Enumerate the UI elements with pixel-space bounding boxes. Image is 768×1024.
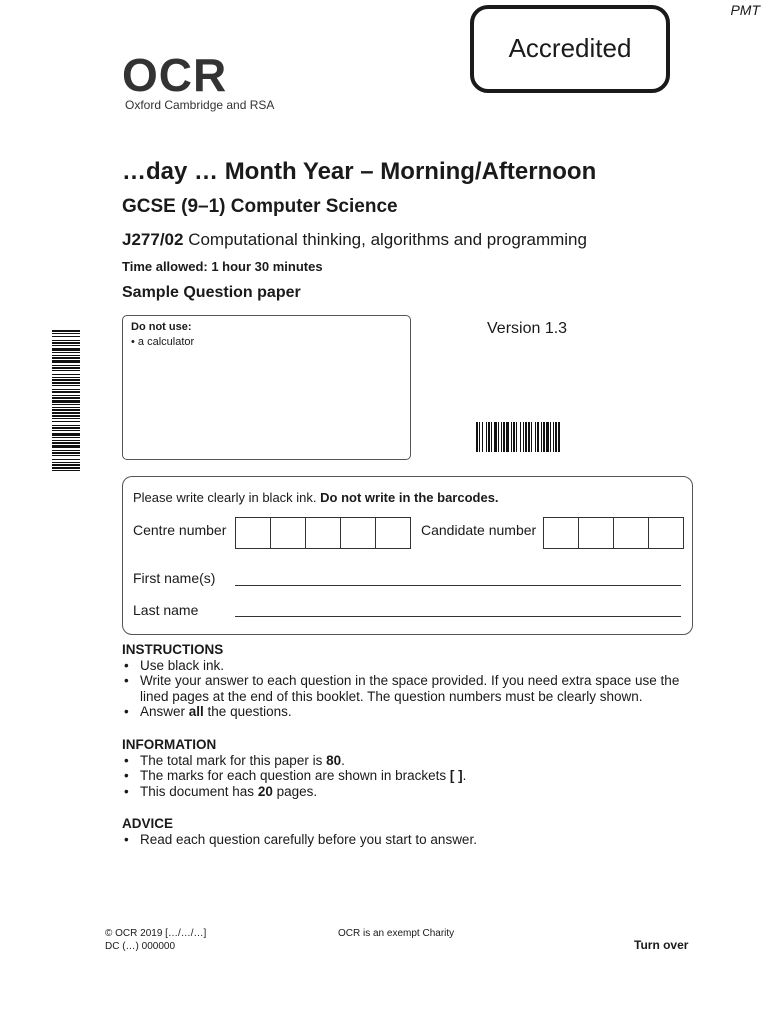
accredited-label: Accredited (508, 33, 632, 63)
accredited-badge (470, 5, 670, 93)
first-name-label: First name(s) (133, 570, 216, 586)
information-item (122, 753, 702, 769)
instruction-text: Write your answer to each question in the space provided. If you need extra space use the lined pages at the end of this booklet. The question numbers must be clearly shown. (140, 673, 680, 704)
do-not-use-item-text: a calculator (137, 336, 195, 348)
sample-label: Sample Question paper (122, 284, 301, 301)
information-heading: INFORMATION (122, 737, 217, 752)
instruction-item (122, 673, 702, 704)
footer-charity: OCR is an exempt Charity (338, 928, 455, 939)
centre-digit-box[interactable] (305, 517, 341, 549)
centre-digit-box[interactable] (375, 517, 411, 549)
exam-date-line: …day … Month Year – Morning/Afternoon (122, 158, 597, 185)
information-text: This document has (140, 783, 258, 799)
centre-digit-box[interactable] (270, 517, 306, 549)
instruction-item (122, 658, 702, 674)
information-text: The total mark for this paper is (140, 752, 327, 768)
information-bold: 80 (326, 752, 342, 768)
time-allowed: Time allowed: 1 hour 30 minutes (122, 259, 323, 274)
instruction-plain: Please write clearly in black ink. (133, 490, 321, 505)
exam-subject: GCSE (9–1) Computer Science (122, 196, 398, 217)
instruction-text: the questions. (203, 704, 292, 719)
information-text: The marks for each question are shown in brackets (140, 768, 450, 783)
instruction-text: Answer (140, 704, 189, 719)
instruction-bold: all (188, 704, 204, 719)
paper-code: J277/02 (122, 230, 184, 249)
barcode-left (44, 330, 80, 477)
ocr-logo-subtitle: Oxford Cambridge and RSA (125, 98, 275, 112)
candidate-digit-box[interactable] (648, 517, 684, 549)
instruction-item (122, 704, 702, 720)
centre-digit-box[interactable] (235, 517, 271, 549)
footer-dc-code: DC (…) 000000 (105, 940, 176, 952)
information-item (122, 784, 702, 800)
candidate-digit-box[interactable] (613, 517, 649, 549)
paper-code-line (122, 230, 587, 250)
version-label: Version 1.3 (487, 320, 568, 337)
centre-number-label: Centre number (133, 522, 227, 538)
instructions-heading: INSTRUCTIONS (122, 642, 224, 657)
advice-text: Read each question carefully before you start to answer. (140, 831, 477, 847)
advice-section (122, 816, 702, 847)
instructions-section (122, 642, 702, 720)
turn-over-label: Turn over (634, 938, 689, 952)
information-bold: 20 (257, 783, 273, 799)
centre-number-field[interactable] (236, 517, 411, 549)
information-text: . (462, 768, 467, 783)
information-bold: [ ] (449, 768, 463, 783)
instruction-text: Use black ink. (140, 657, 225, 673)
ocr-logo: OCR (122, 49, 228, 101)
candidate-details-box (122, 476, 693, 635)
instruction-bold: Do not write in the barcodes. (320, 490, 499, 505)
write-clearly-instruction (133, 490, 499, 505)
centre-digit-box[interactable] (340, 517, 376, 549)
last-name-label: Last name (133, 602, 199, 618)
do-not-use-item: • a calculator (131, 336, 195, 348)
pmt-mark: PMT (730, 2, 760, 18)
last-name-line[interactable] (235, 616, 681, 617)
do-not-use-box (122, 315, 411, 460)
footer-copyright: © OCR 2019 […/…/…] (105, 928, 207, 939)
candidate-digit-box[interactable] (543, 517, 579, 549)
do-not-use-heading: Do not use: (131, 321, 192, 333)
barcode-right (476, 422, 660, 463)
paper-name: Computational thinking, algorithms and programming (188, 230, 587, 249)
information-text: . (341, 752, 345, 768)
information-item (122, 768, 702, 784)
advice-item (122, 832, 702, 848)
footer-left (105, 928, 206, 953)
candidate-digit-box[interactable] (578, 517, 614, 549)
advice-heading: ADVICE (122, 816, 174, 831)
information-section (122, 737, 702, 799)
candidate-number-label: Candidate number (421, 522, 537, 538)
information-text: pages. (272, 783, 318, 799)
first-name-line[interactable] (235, 585, 681, 586)
candidate-number-field[interactable] (544, 517, 684, 549)
